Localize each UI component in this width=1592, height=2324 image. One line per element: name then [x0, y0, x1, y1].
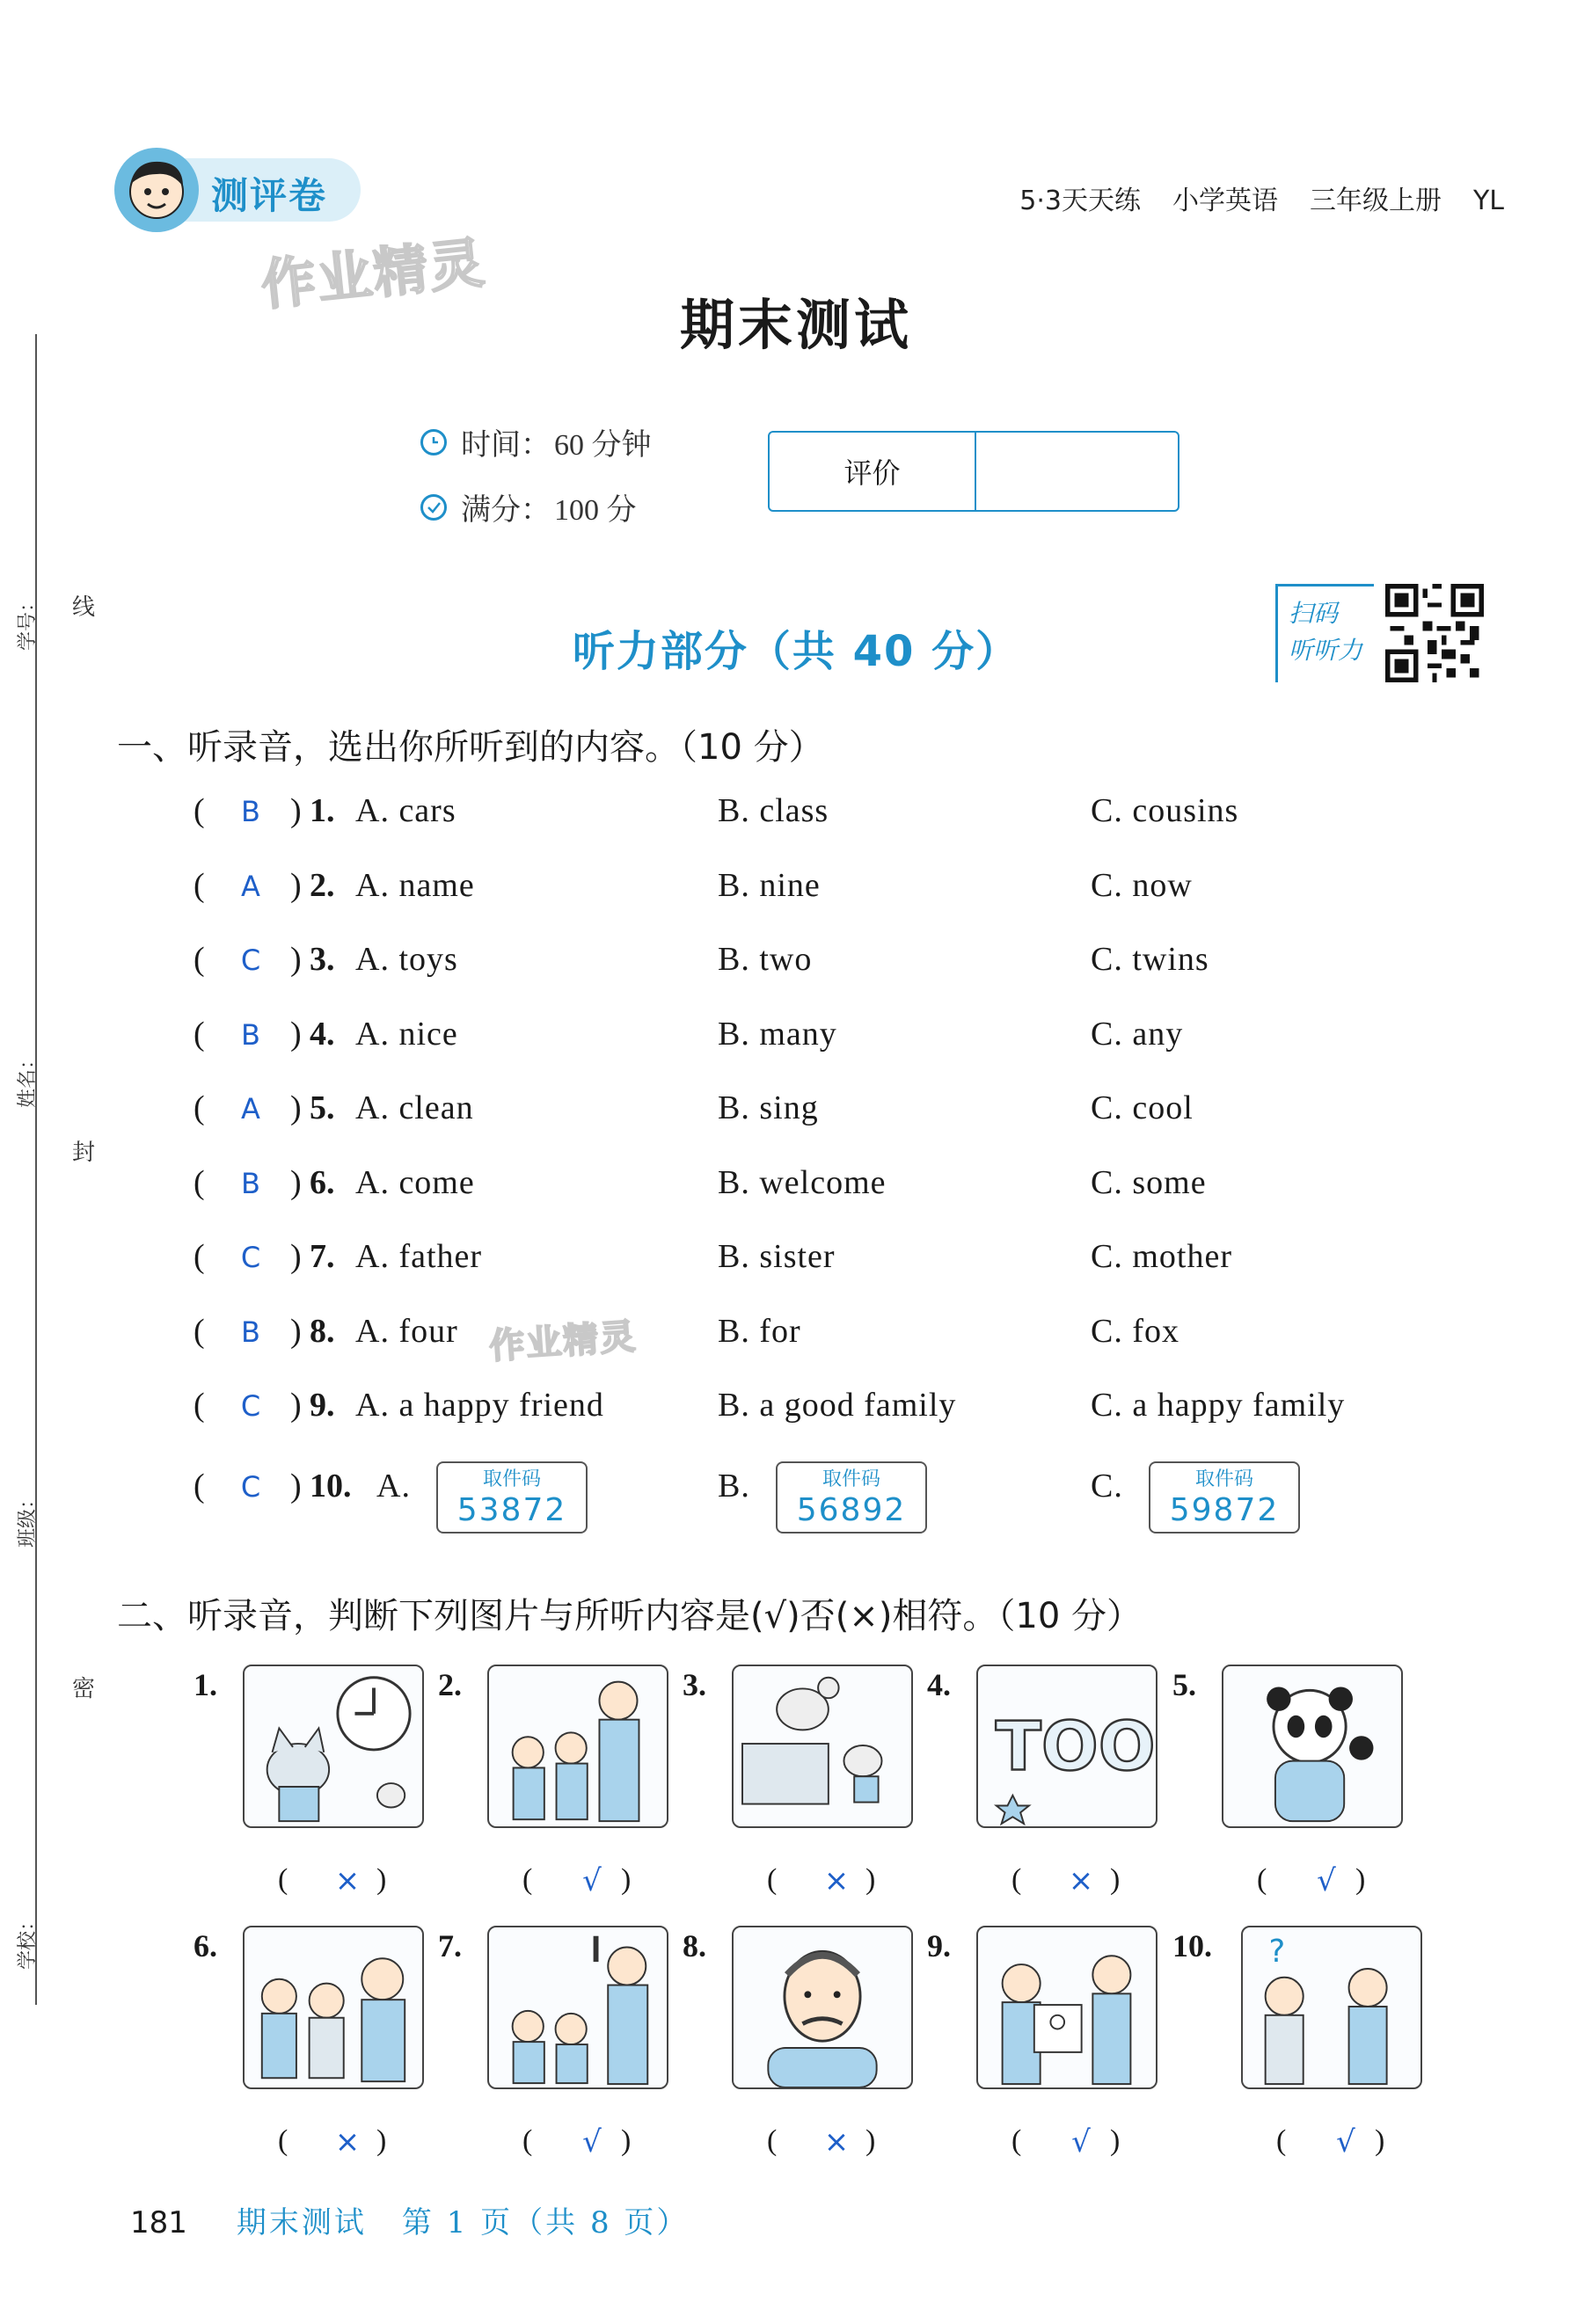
question-number: 9. [310, 1387, 335, 1424]
binding-label-class: 班级： [17, 1489, 39, 1548]
score-value: 100 分 [554, 494, 637, 527]
evaluation-field[interactable] [976, 433, 1178, 510]
question-number: 4. [310, 1015, 335, 1053]
answer-paren-open: ( [1011, 2124, 1022, 2157]
evaluation-label: 评价 [770, 433, 976, 510]
answer-paren-close: ) [1110, 1863, 1121, 1896]
question-number: 6. [310, 1163, 335, 1201]
option-a[interactable]: A. four [355, 1312, 458, 1350]
answer-mark[interactable]: × [823, 2124, 850, 2160]
answer-mark[interactable]: × [823, 1863, 850, 1898]
option-c[interactable]: C. cousins [1091, 792, 1239, 829]
question-1 [0, 791, 1592, 853]
question-8 [0, 1312, 1592, 1373]
qr-code-icon[interactable] [1385, 584, 1484, 682]
answer-paren-close: ) [621, 2124, 632, 2157]
evaluation-box [768, 431, 1179, 512]
page-number: 181 [130, 2205, 187, 2240]
option-b[interactable]: B. sing [718, 1089, 819, 1126]
teacher-greeting-picture [487, 1926, 668, 2089]
option-c[interactable]: C. twins [1091, 941, 1209, 978]
question-5 [0, 1089, 1592, 1150]
mice-sofa-picture [732, 1665, 913, 1828]
question-number: 7. [310, 1238, 335, 1275]
question-4 [0, 1015, 1592, 1076]
answer-paren-open: ( [194, 1468, 205, 1504]
time-label: 时间： [461, 427, 551, 463]
answer-paren-close: ) [290, 1015, 302, 1053]
option-a[interactable]: A. nice [355, 1015, 458, 1053]
option-a[interactable]: A. cars [355, 792, 456, 829]
listening-section-title: 听力部分（共 40 分） [572, 627, 1020, 676]
check-circle-icon [420, 494, 447, 521]
footer-title: 期末测试 [236, 2205, 367, 2240]
answer-field[interactable]: A [241, 869, 260, 903]
pickup-code-value: 53872 [456, 1492, 567, 1528]
option-b[interactable]: B. nine [718, 866, 821, 904]
answer-paren-open: ( [194, 1238, 205, 1275]
book-header [988, 178, 1504, 217]
binding-label-school: 学校： [17, 1911, 39, 1970]
answer-paren-close: ) [1355, 1863, 1366, 1896]
option-b[interactable]: B. [718, 1468, 750, 1504]
qr-label [1275, 584, 1374, 682]
svg-text:?: ? [1268, 1934, 1286, 1971]
pickup-code-value: 59872 [1169, 1492, 1280, 1528]
pickup-code-b[interactable] [776, 1461, 927, 1534]
panda-waving-picture [1222, 1665, 1403, 1828]
answer-paren-open: ( [194, 1312, 205, 1350]
answer-paren-open: ( [194, 1387, 205, 1424]
answer-paren-close: ) [290, 1238, 302, 1275]
option-c[interactable]: C. [1091, 1468, 1123, 1504]
answer-paren-open: ( [194, 792, 205, 829]
pickup-code-label: 取件码 [822, 1468, 880, 1490]
picture-number: 9. [927, 1928, 951, 1963]
time-info [420, 420, 652, 463]
answer-paren-close: ) [290, 1468, 302, 1504]
answer-field[interactable]: B [241, 1166, 260, 1200]
answer-paren-close: ) [290, 792, 302, 829]
option-a[interactable]: A. come [355, 1163, 475, 1201]
answer-paren-open: ( [1276, 2124, 1287, 2157]
binding-char-feng: 封 [72, 1140, 96, 1166]
question-10 [0, 1467, 1592, 1528]
binding-char-xian: 线 [72, 594, 96, 621]
answer-paren-open: ( [194, 1015, 205, 1053]
question-number: 10. [310, 1468, 352, 1504]
answer-paren-open: ( [194, 1089, 205, 1126]
answer-field[interactable]: C [240, 943, 261, 977]
pickup-code-c[interactable] [1149, 1461, 1300, 1534]
answer-mark[interactable]: √ [1336, 2124, 1355, 2160]
answer-paren-open: ( [194, 1163, 205, 1201]
answer-field[interactable]: A [241, 1092, 260, 1126]
answer-field[interactable]: C [240, 1241, 261, 1274]
question-number: 3. [310, 941, 335, 978]
pickup-code-value: 56892 [796, 1492, 907, 1528]
question-3 [0, 940, 1592, 1002]
pickup-code-label: 取件码 [1194, 1468, 1253, 1490]
answer-paren-open: ( [1011, 1863, 1022, 1896]
girl-drawing-picture [976, 1926, 1157, 2089]
answer-mark[interactable]: √ [1317, 1863, 1336, 1898]
answer-field[interactable]: C [240, 1470, 261, 1504]
page-title: 期末测试 [679, 293, 912, 357]
question-number: 8. [310, 1312, 335, 1350]
option-a[interactable]: A. father [355, 1238, 483, 1275]
family-group-picture [243, 1926, 424, 2089]
answer-paren-close: ) [290, 1089, 302, 1126]
picture-number: 10. [1172, 1928, 1212, 1963]
answer-paren-close: ) [290, 1312, 302, 1350]
qr-label-line1: 扫码 [1289, 599, 1339, 628]
binding-char-mi: 密 [72, 1676, 96, 1702]
question-9 [0, 1386, 1592, 1447]
answer-paren-open: ( [194, 941, 205, 978]
question-2 [0, 866, 1592, 928]
question-number: 5. [310, 1089, 335, 1126]
picture-number: 5. [1172, 1667, 1196, 1702]
answer-mark[interactable]: × [334, 1863, 361, 1898]
clock-icon [420, 429, 447, 455]
picture-number: 1. [194, 1667, 217, 1702]
answer-mark[interactable]: √ [1071, 2124, 1091, 2160]
footer-page-info: 第 1 页（共 8 页） [401, 2205, 690, 2240]
answer-field[interactable]: C [240, 1389, 261, 1423]
answer-field[interactable]: B [241, 795, 260, 828]
answer-mark[interactable]: √ [582, 2124, 602, 2160]
option-a[interactable]: A. name [355, 866, 475, 904]
boy-mascot-icon [114, 148, 199, 232]
answer-mark[interactable]: × [1068, 1863, 1094, 1898]
answer-paren-open: ( [194, 866, 205, 904]
option-b[interactable]: B. sister [718, 1238, 836, 1275]
question-7 [0, 1237, 1592, 1299]
answer-paren-close: ) [865, 2124, 876, 2157]
answer-paren-open: ( [767, 1863, 778, 1896]
pickup-code-a[interactable] [436, 1461, 588, 1534]
answer-field[interactable]: B [241, 1315, 260, 1349]
option-c[interactable]: C. any [1091, 1015, 1184, 1053]
answer-paren-open: ( [278, 1863, 288, 1896]
score-info [420, 485, 637, 528]
answer-paren-open: ( [278, 2124, 288, 2157]
picture-number: 4. [927, 1667, 951, 1702]
part1-title: 一、听录音，选出你所听到的内容。（10 分） [117, 727, 824, 768]
option-c[interactable]: C. some [1091, 1163, 1207, 1201]
picture-number: 8. [683, 1928, 706, 1963]
svg-text:TOO: TOO [995, 1707, 1156, 1786]
answer-paren-close: ) [290, 1163, 302, 1201]
badge-label: 测评卷 [211, 174, 328, 217]
too-word-picture [976, 1665, 1157, 1828]
answer-paren-close: ) [376, 1863, 387, 1896]
test-badge [114, 148, 365, 236]
question-number: 1. [310, 792, 335, 829]
option-c[interactable]: C. mother [1091, 1238, 1232, 1275]
option-a[interactable]: A. toys [355, 941, 458, 978]
header-subject: 小学英语 [1172, 186, 1278, 216]
picture-number: 7. [438, 1928, 462, 1963]
qr-label-line2: 听听力 [1289, 636, 1363, 665]
option-a[interactable]: A. clean [355, 1089, 474, 1126]
header-edition: YL [1472, 186, 1504, 216]
pickup-code-label: 取件码 [482, 1468, 541, 1490]
option-a[interactable]: A. a happy friend [355, 1387, 604, 1424]
binding-label-name: 姓名： [17, 1049, 39, 1108]
grandfather-portrait-picture [732, 1926, 913, 2089]
option-b[interactable]: B. welcome [718, 1163, 887, 1201]
watermark-top: 作业精灵 [258, 229, 489, 318]
cat-mouse-clock-picture [243, 1665, 424, 1828]
teacher-children-picture [487, 1665, 668, 1828]
children-question-picture [1241, 1926, 1422, 2089]
answer-paren-open: ( [522, 2124, 533, 2157]
picture-number: 6. [194, 1928, 217, 1963]
option-b[interactable]: B. two [718, 941, 813, 978]
picture-number: 3. [683, 1667, 706, 1702]
page-footer [130, 2198, 724, 2241]
picture-number: 2. [438, 1667, 462, 1702]
option-c[interactable]: C. now [1091, 866, 1193, 904]
watermark-middle: 作业精灵 [487, 1316, 639, 1367]
option-b[interactable]: B. a good family [718, 1387, 957, 1424]
score-label: 满分： [461, 492, 551, 528]
header-grade: 三年级上册 [1309, 186, 1442, 216]
option-b[interactable]: B. many [718, 1015, 837, 1053]
answer-paren-close: ) [290, 941, 302, 978]
option-b[interactable]: B. for [718, 1312, 801, 1350]
answer-paren-close: ) [1110, 2124, 1121, 2157]
answer-mark[interactable]: √ [582, 1863, 602, 1898]
answer-paren-close: ) [290, 1387, 302, 1424]
header-series: 5·3天天练 [1019, 186, 1141, 216]
answer-paren-close: ) [621, 1863, 632, 1896]
option-c[interactable]: C. a happy family [1091, 1387, 1346, 1424]
answer-paren-close: ) [376, 2124, 387, 2157]
answer-paren-close: ) [290, 866, 302, 904]
answer-mark[interactable]: × [334, 2124, 361, 2160]
option-b[interactable]: B. class [718, 792, 829, 829]
answer-paren-open: ( [522, 1863, 533, 1896]
question-number: 2. [310, 866, 335, 904]
answer-paren-open: ( [767, 2124, 778, 2157]
binding-label-student-id: 学号： [17, 592, 39, 651]
part2-title: 二、听录音，判断下列图片与所听内容是(√)否(×)相符。（10 分） [117, 1596, 1143, 1636]
answer-paren-close: ) [865, 1863, 876, 1896]
answer-field[interactable]: B [241, 1017, 260, 1052]
option-a[interactable]: A. [376, 1468, 411, 1504]
time-value: 60 分钟 [554, 429, 652, 462]
answer-paren-open: ( [1257, 1863, 1267, 1896]
question-6 [0, 1163, 1592, 1225]
answer-paren-close: ) [1375, 2124, 1385, 2157]
option-c[interactable]: C. cool [1091, 1089, 1194, 1126]
option-c[interactable]: C. fox [1091, 1312, 1179, 1350]
